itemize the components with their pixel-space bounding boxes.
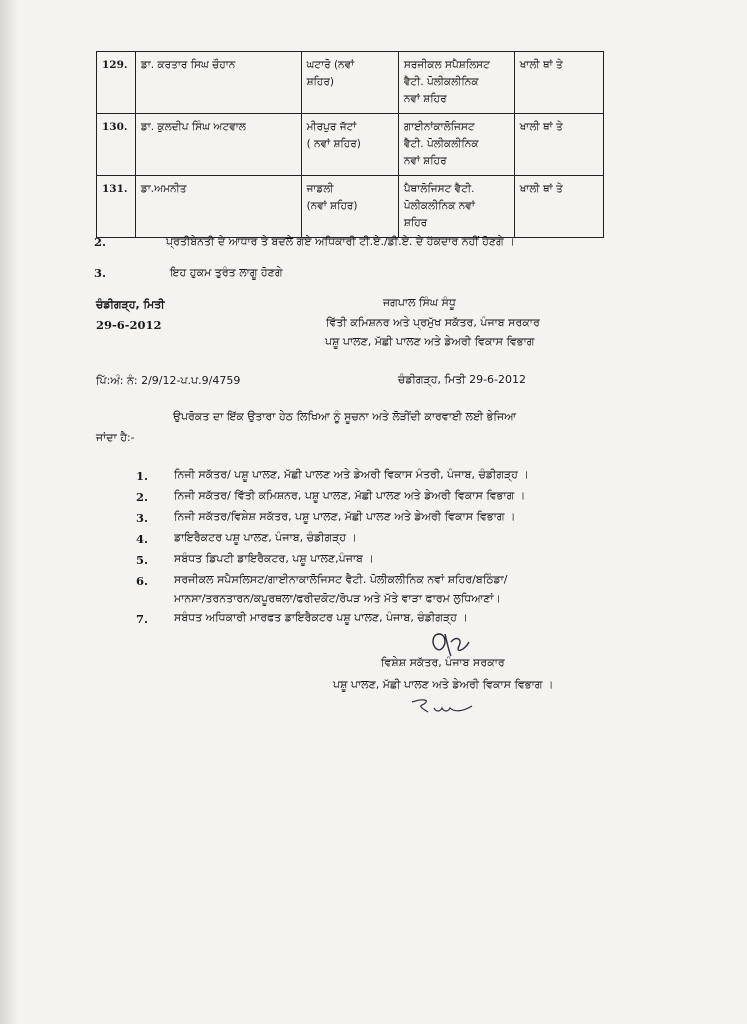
current-station-line: ਸ਼ਹਿਰ) bbox=[306, 76, 334, 88]
row-number: 129. bbox=[97, 52, 136, 114]
new-posting-line: ਵੈਟੀ. ਪੋਲੀਕਲੀਨਿਕ bbox=[403, 76, 479, 88]
current-station-line: ( ਨਵਾਂ ਸ਼ਹਿਰ) bbox=[306, 138, 361, 150]
para-3-number: 3. bbox=[94, 266, 107, 280]
officer-name: ਡਾ. ਕਰਤਾਰ ਸਿਘ ਚੌਹਾਨ bbox=[135, 52, 301, 114]
new-posting-line: ਨਵਾਂ ਸ਼ਹਿਰ bbox=[403, 93, 447, 105]
closing-department: ਪਸ਼ੂ ਪਾਲਣ, ਮੱਛੀ ਪਾਲਣ ਅਤੇ ਡੇਅਰੀ ਵਿਕਾਸ ਵਿਭਾਗ । bbox=[333, 678, 554, 691]
vacancy-status: ਖਾਲੀ ਥਾਂ ਤੇ bbox=[514, 52, 603, 114]
distribution-item: ਨਿਜੀ ਸਕੱਤਰ/ਵਿਸ਼ੇਸ਼ ਸਕੱਤਰ, ਪਸ਼ੂ ਪਾਲਣ, ਮੱਛੀ ਪਾਲਣ ਅਤੇ ਡੇਅਰੀ ਵਿਕਾਸ ਵਿਭਾਗ । bbox=[174, 510, 516, 523]
initials-signature bbox=[410, 696, 480, 718]
distribution-number: 3. bbox=[136, 511, 149, 525]
distribution-item: ਸਰਜੀਕਲ ਸਪੈਸਲਿਸਟ/ਗਾਈਨਾਕਾਲੋਜਿਸਟ ਵੈਟੀ. ਪੋਲੀਕਲੀਨਿਕ ਨਵਾਂ ਸ਼ਹਿਰ/ਬਠਿੰਡਾ/ bbox=[174, 573, 508, 586]
officer-name-signatory: ਜਗਪਾਲ ਸਿੰਘ ਸੰਧੂ bbox=[383, 296, 456, 309]
distribution-number: 5. bbox=[136, 553, 149, 567]
new-posting bbox=[398, 114, 514, 176]
distribution-item: ਸਬੰਧਤ ਅਧਿਕਾਰੀ ਮਾਰਫਤ ਡਾਇਰੈਕਟਰ ਪਸ਼ੂ ਪਾਲਣ, ਪੰਜਾਬ, ਚੰਡੀਗੜ੍ਹ । bbox=[174, 611, 468, 624]
distribution-number: 7. bbox=[136, 612, 149, 626]
distribution-number: 4. bbox=[136, 532, 149, 546]
signatory-designation: ਵਿੱਤੀ ਕਮਿਸ਼ਨਰ ਅਤੇ ਪ੍ਰਮੁੱਖ ਸਕੱਤਰ, ਪੰਜਾਬ ਸਰਕਾਰ bbox=[326, 316, 540, 329]
table-row bbox=[97, 52, 604, 114]
officer-name: ਡਾ. ਕੁਲਦੀਪ ਸਿੰਘ ਅਟਵਾਲ bbox=[135, 114, 301, 176]
new-posting-line: ਸਰਜੀਕਲ ਸਪੈਸ਼ਲਿਸਟ bbox=[403, 59, 490, 71]
distribution-number: 6. bbox=[136, 574, 149, 588]
new-posting-line: ਪੈਥਾਲੋਜਿਸਟ ਵੈਟੀ. bbox=[403, 183, 475, 195]
new-posting-line: ਪੋਲੀਕਲੀਨਿਕ ਨਵਾਂ bbox=[403, 200, 475, 212]
new-posting-line: ਸ਼ਹਿਰ bbox=[403, 217, 428, 229]
endorsement-reference: ਪਿੱ:ਅੰ: ਨੰ: 2/9/12-ਪ.ਪ.9/4759 bbox=[96, 374, 241, 387]
distribution-item: ਡਾਇਰੈਕਟਰ ਪਸ਼ੂ ਪਾਲਣ, ਪੰਜਾਬ, ਚੰਡੀਗੜ੍ਹ । bbox=[174, 531, 357, 544]
distribution-item-cont: ਮਾਨਸਾ/ਤਰਨਤਾਰਨ/ਕਪੂਰਥਲਾ/ਫਰੀਦਕੋਟ/ਰੋਪੜ ਅਤੇ ਮੱਤੇ ਵਾੜਾ ਫਾਰਮ ਲੁਧਿਆਣਾਂ। bbox=[174, 592, 501, 605]
table-row bbox=[97, 114, 604, 176]
sign-place: ਚੰਡੀਗੜ੍ਹ, ਮਿਤੀ bbox=[96, 298, 165, 311]
officer-name: ਡਾ.ਅਮਨੀਤ bbox=[135, 176, 301, 238]
current-station-line: ਜਾਡਲੀ bbox=[306, 183, 334, 195]
closing-designation: ਵਿਸ਼ੇਸ਼ ਸਕੱਤਰ, ਪੰਜਾਬ ਸਰਕਾਰ bbox=[381, 656, 505, 669]
vacancy-status: ਖਾਲੀ ਥਾਂ ਤੇ bbox=[514, 176, 603, 238]
new-posting-line: ਗਾਈਨਾਂਕਾਲੋਜਿਸਟ bbox=[403, 121, 475, 133]
vacancy-status: ਖਾਲੀ ਥਾਂ ਤੇ bbox=[514, 114, 603, 176]
new-posting bbox=[398, 176, 514, 238]
current-station-line: ਮੀਰਪੁਰ ਜੱਟਾਂ bbox=[306, 121, 357, 133]
distribution-item: ਸਬੰਧਤ ਡਿਪਟੀ ਡਾਇਰੈਕਟਰ, ਪਸ਼ੂ ਪਾਲਣ,ਪੰਜਾਬ । bbox=[174, 552, 374, 565]
endorsement-date: ਚੰਡੀਗੜ੍ਹ, ਮਿਤੀ 29-6-2012 bbox=[398, 373, 527, 386]
para-2-number: 2. bbox=[94, 235, 107, 249]
para-2-text: ਪ੍ਰਤੀਬੇਨਤੀ ਦੇ ਆਧਾਰ ਤੇ ਬਦਲੇ ਗਏ ਅਧਿਕਾਰੀ ਟੀ.ਏ./ਡੀ.ਏ. ਦੇ ਹੱਕਦਾਰ ਨਹੀਂ ਹੋਣਗੇ । bbox=[166, 235, 515, 248]
current-station-line: ਘਟਾਰੋ (ਨਵਾਂ bbox=[306, 59, 355, 71]
current-station bbox=[301, 114, 398, 176]
row-number: 131. bbox=[97, 176, 136, 238]
posting-table bbox=[96, 51, 604, 238]
endorsement-intro-cont: ਜਾਂਦਾ ਹੈ:- bbox=[96, 431, 135, 444]
para-3-text: ਇਹ ਹੁਕਮ ਤੁਰੰਤ ਲਾਗੂ ਹੋਣਗੇ bbox=[170, 266, 283, 279]
distribution-number: 2. bbox=[136, 490, 149, 504]
distribution-item: ਨਿਜੀ ਸਕੱਤਰ/ ਪਸ਼ੂ ਪਾਲਣ, ਮੱਛੀ ਪਾਲਣ ਅਤੇ ਡੇਅਰੀ ਵਿਕਾਸ ਮੰਤਰੀ, ਪੰਜਾਬ, ਚੰਡੀਗੜ੍ਹ । bbox=[174, 468, 529, 481]
new-posting bbox=[398, 52, 514, 114]
table-row bbox=[97, 176, 604, 238]
distribution-number: 1. bbox=[136, 469, 149, 483]
signatory-department: ਪਸ਼ੂ ਪਾਲਣ, ਮੱਛੀ ਪਾਲਣ ਅਤੇ ਡੇਅਰੀ ਵਿਕਾਸ ਵਿਭਾਗ bbox=[325, 335, 535, 348]
sign-date: 29-6-2012 bbox=[96, 318, 162, 332]
current-station bbox=[301, 52, 398, 114]
current-station bbox=[301, 176, 398, 238]
row-number: 130. bbox=[97, 114, 136, 176]
scan-edge-shadow bbox=[0, 0, 18, 1024]
current-station-line: (ਨਵਾਂ ਸ਼ਹਿਰ) bbox=[306, 200, 358, 212]
endorsement-intro: ਉਪਰੋਕਤ ਦਾ ਇੱਕ ਉਤਾਰਾ ਹੇਠ ਲਿਖਿਆ ਨੂੰ ਸੂਚਨਾ ਅਤੇ ਲੋੜੀਂਦੀ ਕਾਰਵਾਈ ਲਈ ਭੇਜਿਆ bbox=[173, 410, 517, 423]
distribution-item: ਨਿਜੀ ਸਕੱਤਰ/ ਵਿੱਤੀ ਕਮਿਸ਼ਨਰ, ਪਸ਼ੂ ਪਾਲਣ, ਮੱਛੀ ਪਾਲਣ ਅਤੇ ਡੇਅਰੀ ਵਿਕਾਸ ਵਿਭਾਗ । bbox=[174, 489, 526, 502]
new-posting-line: ਵੈਟੀ. ਪੋਲੀਕਲੀਨਿਕ bbox=[403, 138, 479, 150]
new-posting-line: ਨਵਾਂ ਸ਼ਹਿਰ bbox=[403, 155, 447, 167]
